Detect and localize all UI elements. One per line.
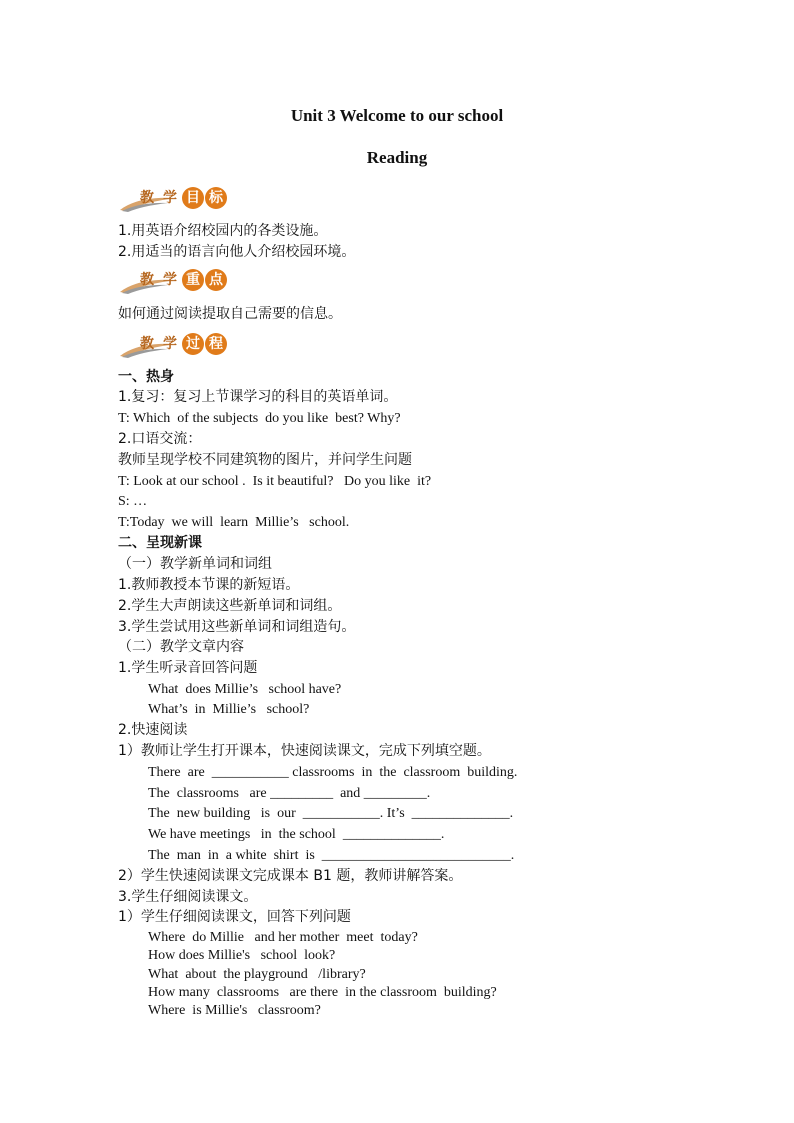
badge-char: 目 — [182, 187, 204, 209]
document-subtitle: Reading — [366, 148, 428, 167]
body-line: S: … — [118, 494, 148, 509]
question-line: What’s in Millie’s school? — [148, 702, 310, 717]
section-badge-process — [118, 332, 228, 358]
body-line: 3.学生尝试用这些新单词和词组造句。 — [118, 619, 356, 635]
body-line: T:Today we will learn Millie’s school. — [118, 515, 350, 530]
document-title: Unit 3 Welcome to our school — [290, 106, 504, 125]
badge-char: 点 — [205, 269, 227, 291]
body-line: （一）教学新单词和词组 — [118, 556, 272, 572]
section-heading-new-lesson: 二、呈现新课 — [118, 535, 202, 551]
question-line: How many classrooms are there in the classroom building? — [148, 985, 497, 1000]
badge-char: 学 — [163, 190, 177, 206]
section-badge-objectives — [118, 186, 228, 212]
badge-char: 学 — [163, 272, 177, 288]
body-line: 2.学生大声朗读这些新单词和词组。 — [118, 598, 342, 614]
badge-char: 过 — [182, 333, 204, 355]
fill-blank-line: There are ___________ classrooms in the classroom building. — [148, 765, 518, 780]
question-line: What about the playground /library? — [148, 967, 366, 982]
badge-char: 标 — [205, 187, 227, 209]
body-line: 1）教师让学生打开课本，快速阅读课文，完成下列填空题。 — [118, 743, 491, 759]
body-line: （二）教学文章内容 — [118, 639, 244, 655]
key-point-line: 如何通过阅读提取自己需要的信息。 — [118, 306, 342, 322]
question-line: What does Millie’s school have? — [148, 682, 342, 697]
objective-line-1: 1.用英语介绍校园内的各类设施。 — [118, 223, 328, 239]
section-badge-key-points — [118, 268, 228, 294]
body-line: 1.复习：复习上节课学习的科目的英语单词。 — [118, 389, 398, 405]
body-line: T: Look at our school . Is it beautiful? Do you like it? — [118, 474, 432, 489]
body-line: T: Which of the subjects do you like best? Why? — [118, 411, 401, 426]
body-line: 2.口语交流： — [118, 431, 202, 447]
question-line: Where is Millie's classroom? — [148, 1003, 321, 1018]
badge-char: 学 — [163, 336, 177, 352]
body-line: 教师呈现学校不同建筑物的图片，并问学生问题 — [118, 452, 412, 468]
badge-char: 教 — [140, 190, 154, 206]
body-line: 1）学生仔细阅读课文，回答下列问题 — [118, 909, 351, 925]
badge-char: 程 — [205, 333, 227, 355]
body-line: 2.快速阅读 — [118, 722, 188, 738]
section-heading-warmup: 一、热身 — [118, 369, 174, 385]
fill-blank-line: The man in a white shirt is ___________________________. — [148, 848, 515, 863]
question-line: Where do Millie and her mother meet today? — [148, 930, 418, 945]
body-line: 1.教师教授本节课的新短语。 — [118, 577, 300, 593]
badge-char: 教 — [140, 336, 154, 352]
objective-line-2: 2.用适当的语言向他人介绍校园环境。 — [118, 244, 356, 260]
fill-blank-line: We have meetings in the school ______________. — [148, 827, 445, 842]
fill-blank-line: The classrooms are _________ and _________. — [148, 786, 431, 801]
badge-char: 教 — [140, 272, 154, 288]
body-line: 2）学生快速阅读课文完成课本 B1 题，教师讲解答案。 — [118, 868, 463, 884]
fill-blank-line: The new building is our ___________. It’s ______________. — [148, 806, 514, 821]
badge-char: 重 — [182, 269, 204, 291]
question-line: How does Millie's school look? — [148, 948, 336, 963]
body-line: 1.学生听录音回答问题 — [118, 660, 258, 676]
body-line: 3.学生仔细阅读课文。 — [118, 889, 258, 905]
